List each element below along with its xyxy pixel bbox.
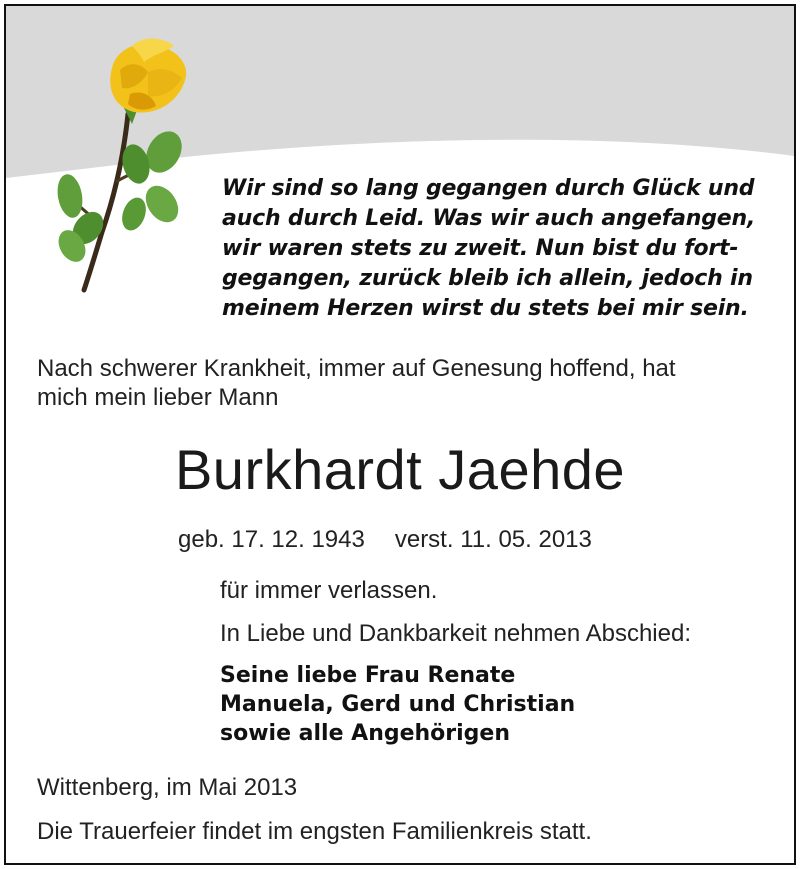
mourner: sowie alle Angehörigen (220, 721, 511, 746)
obituary-notice (4, 4, 796, 865)
poem-line: wir waren stets zu zweit. Nun bist du fort- (222, 236, 739, 261)
mourner: Seine liebe Frau Renate (220, 663, 516, 688)
place-date: Wittenberg, im Mai 2013 (37, 774, 298, 801)
mourners-list (220, 661, 575, 748)
poem-line: gegangen, zurück bleib ich allein, jedoch in (222, 266, 753, 291)
intro-text (37, 354, 777, 412)
intro-line: mich mein lieber Mann (37, 384, 279, 411)
left-for-text: für immer verlassen. (220, 577, 438, 604)
deceased-name: Burkhardt Jaehde (174, 438, 626, 501)
poem-line: meinem Herzen wirst du stets bei mir sein. (222, 296, 749, 321)
poem-line: Wir sind so lang gegangen durch Glück und (222, 176, 755, 201)
birth-date: geb. 17. 12. 1943 (178, 526, 365, 553)
mourner: Manuela, Gerd und Christian (220, 692, 576, 717)
death-date: verst. 11. 05. 2013 (394, 526, 592, 553)
poem (222, 174, 782, 324)
yellow-rose-icon (36, 32, 196, 294)
ceremony-note: Die Trauerfeier findet im engsten Familienkreis statt. (37, 818, 592, 845)
farewell-text: In Liebe und Dankbarkeit nehmen Abschied: (220, 620, 691, 647)
life-dates (178, 526, 592, 554)
poem-line: auch durch Leid. Was wir auch angefangen, (222, 206, 756, 231)
intro-line: Nach schwerer Krankheit, immer auf Genesung hoffend, hat (37, 355, 676, 382)
